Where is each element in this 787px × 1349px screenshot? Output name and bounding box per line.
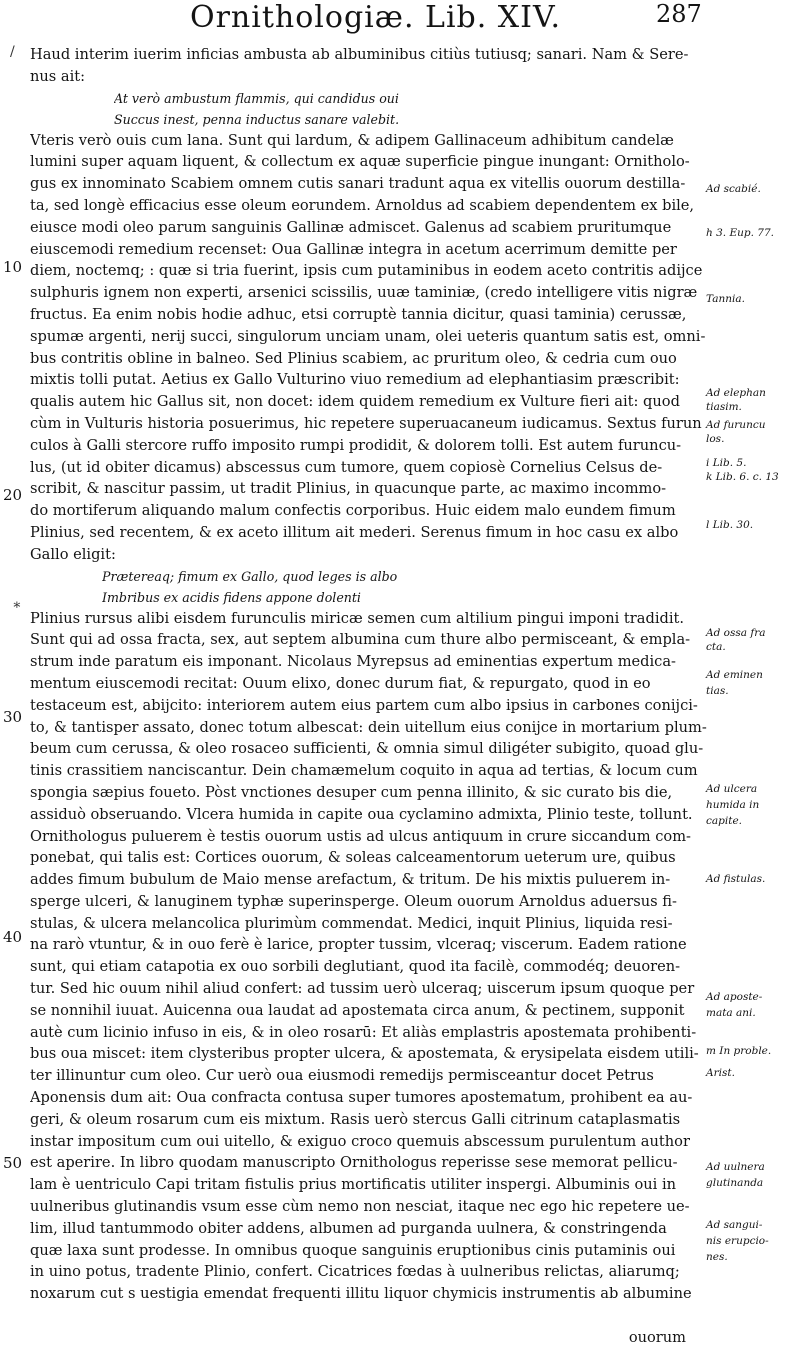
marginal-note: cta. <box>706 641 726 653</box>
text-line: stulas, & ulcera melancolica plurimùm commendat. Medici, inquit Plinius, liquida resi- <box>30 914 673 932</box>
page-number: 287 <box>656 0 702 28</box>
marginal-notes <box>706 0 787 1309</box>
marginal-note: h 3. Eup. 77. <box>706 227 774 239</box>
marginal-note: tias. <box>706 685 729 697</box>
body-text <box>30 44 710 1349</box>
text-line: na rarò vtuntur, & in ouo ferè è larice, propter tussim, vlceraq; viscerum. Eadem ratione <box>30 936 687 954</box>
paragraph <box>30 130 710 566</box>
text-line: tur. Sed hic ouum nihil aliud confert: ad tussim uerò ulceraq; uiscerum ipsum quoque per <box>30 980 695 998</box>
text-line: beum cum cerussa, & oleo rosaceo sufficienti, & omnia simul diligéter subigito, quoad glu- <box>30 740 704 758</box>
text-line: ta, sed longè efficacius esse oleum eorundem. Arnoldus ad scabiem dependentem ex bile, <box>30 196 695 214</box>
line-number: 20 <box>3 486 23 504</box>
text-line: sperge ulceri, & lanuginem typhæ superinsperge. Oleum ouorum Arnoldus aduersus fi- <box>30 892 677 910</box>
marginal-note: Ad uulnera <box>706 1161 765 1173</box>
text-line: spongia sæpius foueto. Pòst vnctiones desuper cum penna illinito, & sic curato bis die, <box>30 783 673 801</box>
text-line: quæ laxa sunt prodesse. In omnibus quoque sanguinis eruptionibus cinis putaminis oui <box>30 1241 676 1259</box>
text-line: est aperire. In libro quodam manuscripto Ornithologus reperisse sese memorat pellicu- <box>30 1154 678 1172</box>
text-line: qualis autem hic Gallus sit, non docet: idem quidem remedium ex Vulture fieri ait: quod <box>30 393 680 411</box>
text-line: assiduò obseruando. Vlcera humida in capite oua cyclamino admixta, Plinio teste, tollunt. <box>30 805 693 823</box>
text-line: lumini super aquam liquent, & collectum ex aquæ superficie pingue inungant: Ornitholo- <box>30 153 690 171</box>
marginal-note: nis erupcio- <box>706 1235 769 1247</box>
text-line: culos à Galli stercore ruffo imposito rumpi prodidit, & dolorem tolli. Est autem furuncu- <box>30 436 682 454</box>
marginal-note: capite. <box>706 815 742 827</box>
text-line: Ornithologus puluerem è testis ouorum ustis ad ulcus antiquum in crure siccandum com- <box>30 827 691 845</box>
marginal-note: nes. <box>706 1251 728 1263</box>
text-line: mentum eiuscemodi recitat: Ouum elixo, donec durum fiat, & repurgato, quod in eo <box>30 674 651 692</box>
marginal-note: Ad ulcera <box>706 783 758 795</box>
text-line: eiuscemodi remedium recenset: Oua Gallinæ integra in acetum acerrimum demitte per <box>30 240 677 258</box>
verse-quotation <box>30 88 710 130</box>
text-line: fructus. Ea enim nobis hodie adhuc, etsi corruptè tannia dicitur, quasi taminia) cerussæ, <box>30 305 687 323</box>
verse-line: Prætereaq; fimum ex Gallo, quod leges is albo <box>102 568 398 584</box>
text-line: cùm in Vulturis historia posuerimus, hic repetere superuacaneum iudicamus. Sextus furun <box>30 414 702 432</box>
text-line: bus contritis obline in balneo. Sed Plinius scabiem, ac pruritum oleo, & cedria cum ouo <box>30 349 677 367</box>
text-line: diem, noctemq; : quæ si tria fuerint, ipsis cum putaminibus in eodem aceto contritis adijce <box>30 262 703 280</box>
page-header <box>0 0 787 44</box>
line-number: 50 <box>3 1154 23 1172</box>
text-line: addes fimum bubulum de Maio mense arefactum, & tritum. De his mixtis puluerem in- <box>30 871 671 889</box>
text-line: lus, (ut id obiter dicamus) abscessus cum tumore, quem copiosè Cornelius Celsus de- <box>30 458 663 476</box>
text-line: nus ait: <box>30 67 86 85</box>
text-line: uulneribus glutinandis vsum esse cùm nemo non nesciat, itaque nec ego hic repetere ue- <box>30 1198 690 1216</box>
text-line: ter illinuntur cum oleo. Cur uerò oua eiusmodi remedijs permisceantur docet Petrus <box>30 1067 654 1085</box>
text-line: Plinius rursus alibi eisdem furunculis miricæ semen cum altilium pingui imponi tradidit. <box>30 609 684 627</box>
text-line: lim, illud tantummodo obiter addens, albumen ad purganda uulnera, & constringenda <box>30 1219 667 1237</box>
line-number: 10 <box>3 258 23 276</box>
text-line: eiusce modi oleo parum sanguinis Gallinæ admiscet. Galenus ad scabiem pruritumque <box>30 218 672 236</box>
text-line: strum inde paratum eis imponant. Nicolaus Myrepsus ad eminentias expertum medica- <box>30 653 676 671</box>
verse-quotation <box>30 566 710 608</box>
paragraph <box>30 608 710 1349</box>
text-line <box>30 1305 710 1327</box>
marginal-note: Arist. <box>706 1067 735 1079</box>
text-line: spumæ argenti, nerij succi, singulorum unciam unam, olei ueteris quantum satis est, omni- <box>30 327 706 345</box>
text-line: gus ex innominato Scabiem omnem cutis sanari tradunt aqua ex vitellis ouorum destilla- <box>30 175 686 193</box>
marginal-note: Tannia. <box>706 293 745 305</box>
text-line: instar impositum cum oui uitello, & exiguo croco quemuis abscessum purulentum author <box>30 1132 690 1150</box>
text-line: Vteris verò ouis cum lana. Sunt qui lardum, & adipem Gallinaceum adhibitum candelæ <box>30 131 674 149</box>
marginal-note: Ad ossa fra <box>706 627 766 639</box>
text-line: Aponensis dum ait: Oua confracta contusa super tumores apostematum, prohibent ea au- <box>30 1089 693 1107</box>
marginal-note: Ad elephan <box>706 387 766 399</box>
marginal-note: tiasim. <box>706 401 742 413</box>
marginal-note: m In proble. <box>706 1045 772 1057</box>
text-line: in uino potus, tradente Plinio, confert. Cicatrices fœdas à uulneribus relictas, aliarumq; <box>30 1263 680 1281</box>
marginal-note: mata ani. <box>706 1007 756 1019</box>
marginal-note: Ad scabié. <box>706 183 761 195</box>
text-line: do mortiferum aliquando malum confectis corporibus. Huic eidem malo eundem fimum <box>30 502 676 520</box>
marginal-note: Ad fistulas. <box>706 873 766 885</box>
running-title: Ornithologiæ. Lib. XIV. <box>190 0 561 35</box>
line-number: 30 <box>3 708 23 726</box>
marginal-note: Ad furuncu <box>706 419 766 431</box>
marginal-note: Ad sangui- <box>706 1219 763 1231</box>
text-line: autè cum licinio infuso in eis, & in oleo rosarū: Et aliàs emplastris apostemata prohibenti- <box>30 1023 697 1041</box>
ink-mark: / <box>10 44 15 60</box>
text-line: tinis crassitiem nanciscantur. Dein chamæmelum coquito in aqua ad tertias, & locum cum <box>30 762 698 780</box>
marginal-note: Ad eminen <box>706 669 763 681</box>
verse-line: Imbribus ex acidis fidens appone dolenti <box>102 589 361 605</box>
line-number: 40 <box>3 928 23 946</box>
text-line: to, & tantisper assato, donec totum albescat: dein uitellum eius conijce in mortarium plum- <box>30 718 707 736</box>
text-line: sulphuris ignem non experti, arsenici scissilis, uuæ taminiæ, (credo intelligere vitis nigræ <box>30 284 698 302</box>
marginal-note: i Lib. 5. <box>706 457 747 469</box>
text-line: Haud interim iuerim inficias ambusta ab albuminibus citiùs tutiusq; sanari. Nam & Sere- <box>30 46 689 63</box>
text-line: se nonnihil iuuat. Auicenna oua laudat ad apostemata circa anum, & pectinem, supponit <box>30 1001 685 1019</box>
text-line: lam è uentriculo Capi tritam fistulis prius mortificatis utiliter inspergi. Albuminis oui in <box>30 1176 677 1194</box>
marginal-note: humida in <box>706 799 760 811</box>
verse-line: Succus inest, penna inductus sanare valebit. <box>114 111 400 127</box>
verse-line: At verò ambustum flammis, qui candidus oui <box>114 90 399 106</box>
marginal-note: glutinanda <box>706 1177 764 1189</box>
text-line: noxarum cut s uestigia emendat frequenti illitu liquor chymicis instrumentis ab albumine <box>30 1285 692 1303</box>
paragraph <box>30 44 710 88</box>
marginal-note: Ad aposte- <box>706 991 763 1003</box>
text-line: scribit, & nascitur passim, ut tradit Plinius, in quacunque parte, ac maximo incommo- <box>30 480 667 498</box>
marginal-note: k Lib. 6. c. 13 <box>706 471 779 483</box>
marginal-note: los. <box>706 433 725 445</box>
ink-mark: ∗ <box>12 597 22 613</box>
marginal-note: l Lib. 30. <box>706 519 754 531</box>
text-line: sunt, qui etiam catapotia ex ouo sorbili deglutiant, quod ita facilè, commodéq; deuoren- <box>30 958 681 976</box>
text-line: mixtis tolli putat. Aetius ex Gallo Vulturino viuo remedium ad elephantiasim præscribit: <box>30 371 680 389</box>
catchword: ouorum <box>628 1328 686 1346</box>
text-line: bus oua miscet: item clysteribus propter ulcera, & apostemata, & erysipelata eisdem utili- <box>30 1045 699 1063</box>
text-line: geri, & oleum rosarum cum eis mixtum. Rasis uerò stercus Galli citrinum cataplasmatis <box>30 1110 681 1128</box>
text-line: testaceum est, abijcito: interiorem autem eius partem cum albo ipsius in carbones conijci- <box>30 696 698 714</box>
text-line: Gallo eligit: <box>30 545 116 563</box>
text-line: ponebat, qui talis est: Cortices ouorum, & soleas calceamentorum ueterum ure, quibus <box>30 849 676 867</box>
text-line: Plinius, sed recentem, & ex aceto illitum ait mederi. Serenus fimum in hoc casu ex albo <box>30 523 679 541</box>
text-line: Sunt qui ad ossa fracta, sex, aut septem albumina cum thure albo permisceant, & empla- <box>30 631 691 649</box>
